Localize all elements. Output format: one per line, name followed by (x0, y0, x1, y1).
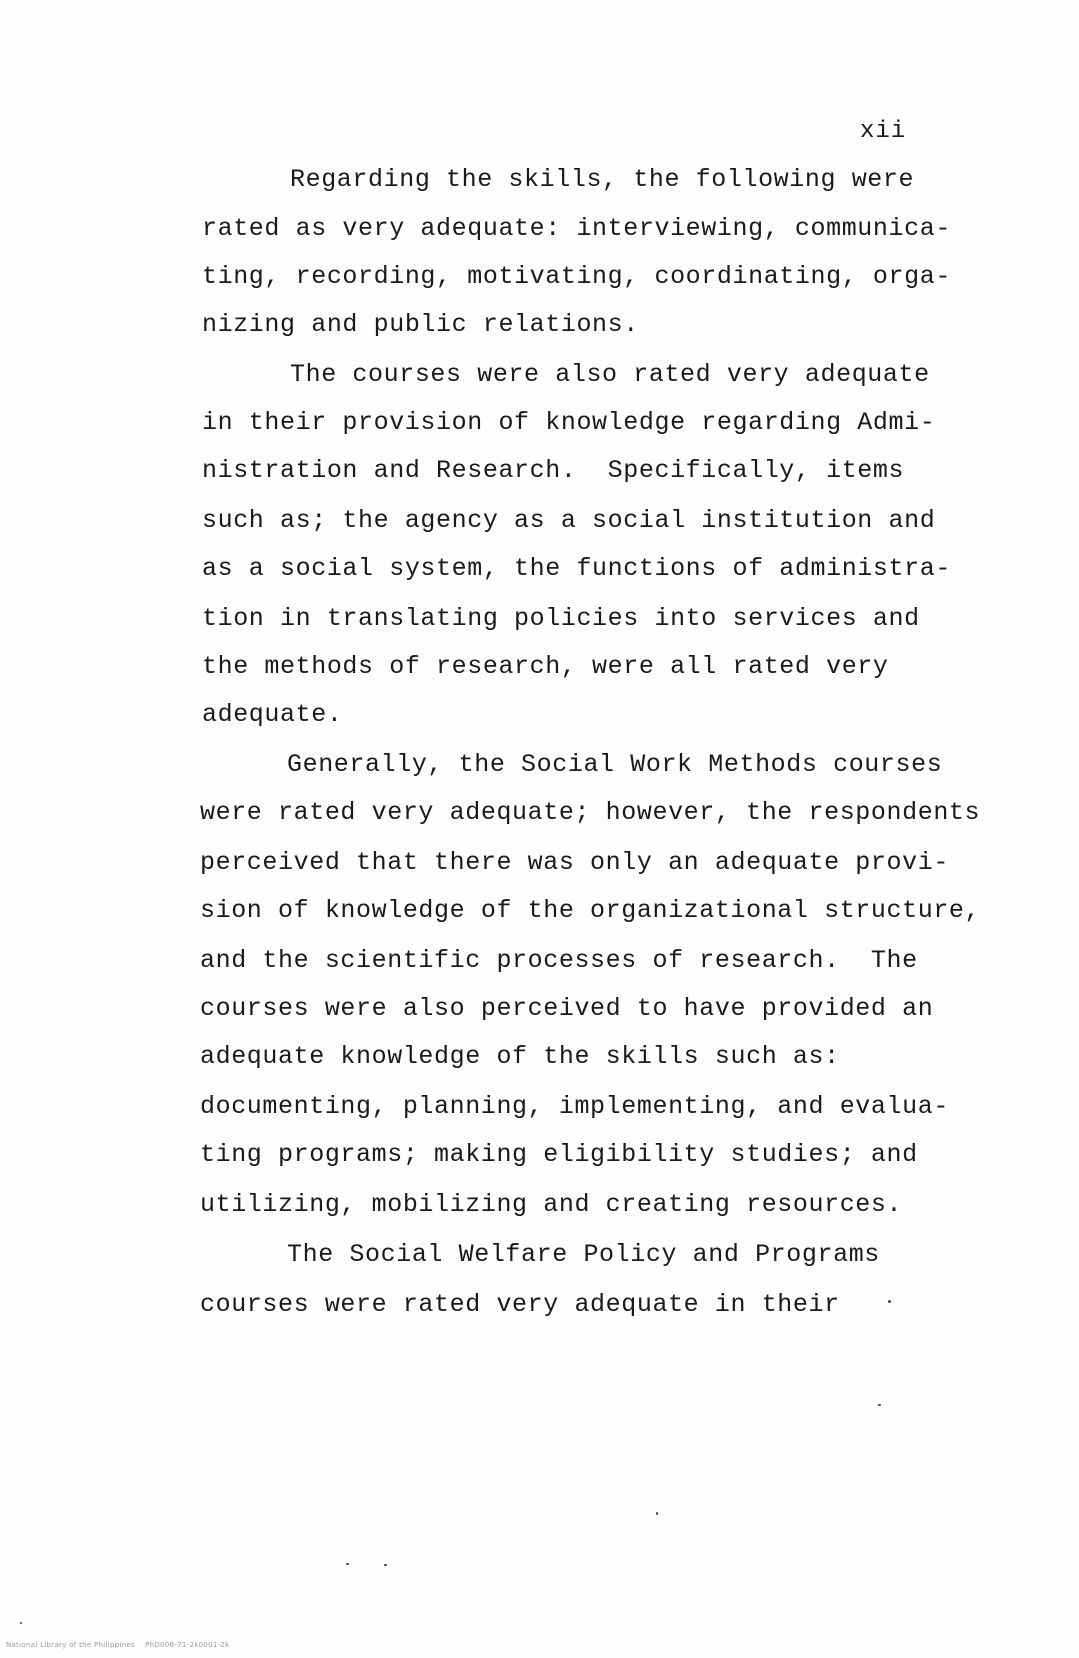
scan-speck (384, 1564, 387, 1566)
text-line: nistration and Research. Specifically, items (202, 456, 905, 485)
scan-speck (346, 1563, 349, 1565)
text-line: courses were rated very adequate in their (200, 1290, 840, 1319)
scan-speck (888, 1300, 891, 1303)
text-line: and the scientific processes of research. The (200, 946, 918, 975)
text-line: the methods of research, were all rated very (202, 652, 889, 681)
text-line: as a social system, the functions of administra- (202, 554, 951, 583)
text-line: ting, recording, motivating, coordinating, orga- (202, 262, 951, 291)
text-line: tion in translating policies into services and (202, 604, 920, 633)
text-line: courses were also perceived to have provided an (200, 994, 934, 1023)
text-line: utilizing, mobilizing and creating resources. (200, 1190, 903, 1219)
text-line: Regarding the skills, the following were (290, 165, 915, 194)
scan-speck (878, 1404, 881, 1406)
text-line: The courses were also rated very adequate (290, 360, 930, 389)
scan-footer-text: National Library of the Philippines PhD006-71-2k0001-2k (6, 1641, 230, 1649)
text-line: documenting, planning, implementing, and evalua- (200, 1092, 949, 1121)
page-number: xii (860, 118, 907, 145)
scan-speck (656, 1512, 658, 1515)
text-line: adequate knowledge of the skills such as: (200, 1042, 840, 1071)
text-line: such as; the agency as a social institution and (202, 506, 936, 535)
text-line: rated as very adequate: interviewing, communica- (202, 214, 951, 243)
scan-speck (20, 1622, 22, 1624)
text-line: Generally, the Social Work Methods courses (287, 750, 943, 779)
text-line: were rated very adequate; however, the respondents (200, 798, 981, 827)
text-line: The Social Welfare Policy and Programs (287, 1240, 880, 1269)
text-line: adequate. (202, 700, 343, 729)
text-line: ting programs; making eligibility studies; and (200, 1140, 918, 1169)
text-line: sion of knowledge of the organizational structure, (200, 896, 981, 925)
text-line: in their provision of knowledge regarding Admi- (202, 408, 936, 437)
text-line: perceived that there was only an adequate provi- (200, 848, 949, 877)
text-line: nizing and public relations. (202, 310, 639, 339)
